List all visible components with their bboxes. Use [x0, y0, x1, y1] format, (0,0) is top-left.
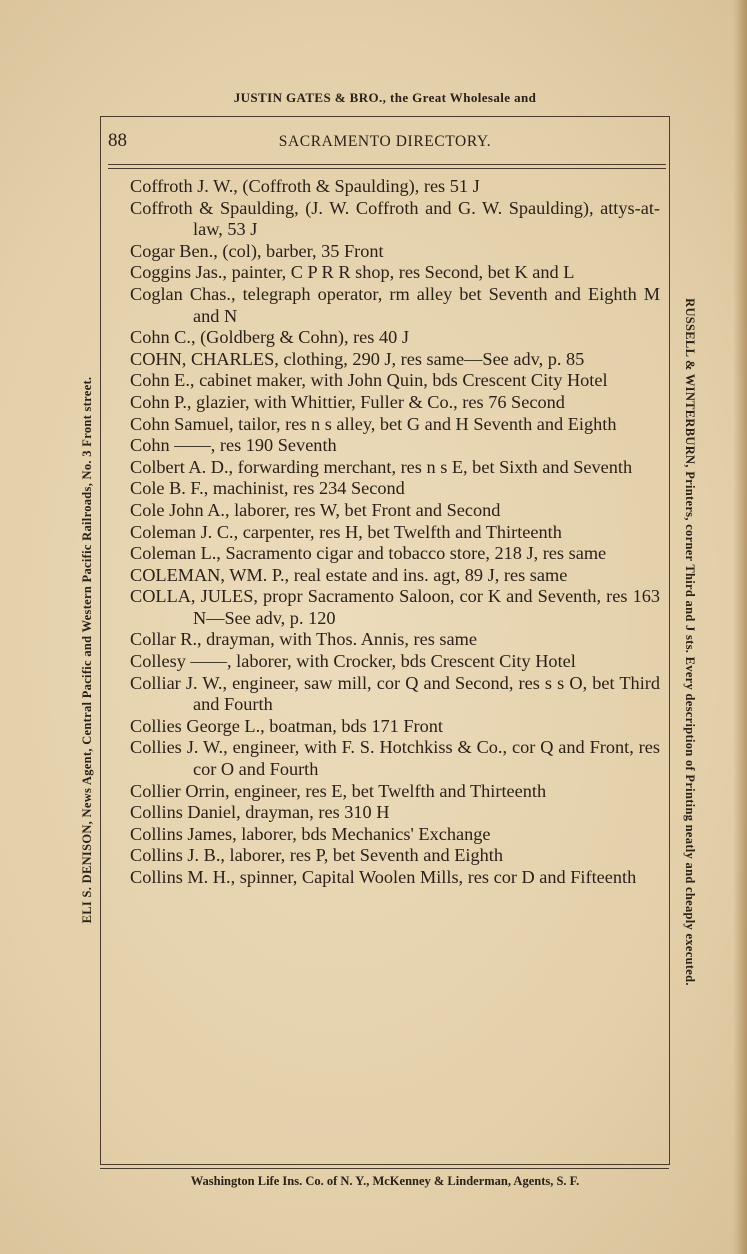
directory-entry: Collies George L., boatman, bds 171 Front	[130, 715, 443, 736]
page-edge-shadow	[733, 0, 747, 1254]
directory-entry: Cohn E., cabinet maker, with John Quin, bds Crescent City Hotel	[130, 370, 608, 391]
directory-entry: Cohn Samuel, tailor, res n s alley, bet G and H Seventh and Eighth	[130, 413, 617, 434]
directory-entry: COLLA, JULES, propr Sacramento Saloon, cor K and Seventh, res 163 N—See adv, p. 120	[130, 586, 660, 628]
directory-entry: COHN, CHARLES, clothing, 290 J, res same—See adv, p. 85	[130, 348, 585, 369]
footer-advertisement: Washington Life Ins. Co. of N. Y., McKenney & Linderman, Agents, S. F.	[190, 1174, 580, 1188]
page-number: 88	[108, 130, 127, 151]
directory-entry: Collins M. H., spinner, Capital Woolen Mills, res cor D and Fifteenth	[130, 867, 637, 887]
directory-entry: Cole B. F., machinist, res 234 Second	[130, 478, 405, 499]
left-margin-advertisement: ELI S. DENISON, News Agent, Central Pacific and Western Pacific Railroads, No. 3 Front street.	[80, 376, 94, 924]
directory-entry: Cohn C., (Goldberg & Cohn), res 40 J	[130, 327, 409, 348]
directory-entry: Collier Orrin, engineer, res E, bet Twelfth and Thirteenth	[130, 780, 547, 801]
directory-entry: Collies J. W., engineer, with F. S. Hotchkiss & Co., cor Q and Front, res cor O and Fourth	[130, 737, 660, 780]
directory-entry: Collesy ——, laborer, with Crocker, bds Crescent City Hotel	[130, 651, 576, 672]
directory-entry: Colbert A. D., forwarding merchant, res n s E, bet Sixth and Seventh	[130, 456, 633, 477]
directory-entry: Coleman J. C., carpenter, res H, bet Twelfth and Thirteenth	[130, 521, 562, 542]
directory-entry: Coglan Chas., telegraph operator, rm alley bet Seventh and Eighth M and N	[130, 283, 660, 326]
directory-entry: Cohn ——, res 190 Seventh	[130, 435, 337, 456]
header-double-rule	[108, 164, 666, 169]
directory-entries	[130, 176, 660, 889]
page-title: SACRAMENTO DIRECTORY.	[278, 133, 492, 150]
page-frame-bottom-rule	[100, 1164, 669, 1169]
header-advertisement: JUSTIN GATES & BRO., the Great Wholesale and	[233, 90, 537, 105]
directory-entry: Cole John A., laborer, res W, bet Front and Second	[130, 499, 501, 520]
directory-entry: Coleman L., Sacramento cigar and tobacco store, 218 J, res same	[130, 543, 607, 564]
directory-entry: Collins J. B., laborer, res P, bet Seventh and Eighth	[130, 845, 503, 866]
right-margin-advertisement: RUSSELL & WINTERBURN, Printers, corner Third and J sts. Every description of Printing neatly and cheaply executed.	[683, 298, 697, 986]
directory-entry: Collins Daniel, drayman, res 310 H	[130, 802, 390, 823]
directory-entry: Coggins Jas., painter, C P R R shop, res Second, bet K and L	[130, 262, 575, 283]
directory-entry: Collar R., drayman, with Thos. Annis, res same	[130, 629, 477, 650]
directory-entry: Collins James, laborer, bds Mechanics' Exchange	[130, 823, 491, 844]
directory-entry: Cogar Ben., (col), barber, 35 Front	[130, 240, 384, 261]
directory-entry: COLEMAN, WM. P., real estate and ins. agt, 89 J, res same	[130, 564, 568, 585]
directory-entry: Cohn P., glazier, with Whittier, Fuller & Co., res 76 Second	[130, 391, 565, 412]
directory-entry: Coffroth J. W., (Coffroth & Spaulding), res 51 J	[130, 176, 480, 196]
directory-entry: Colliar J. W., engineer, saw mill, cor Q and Second, res s s O, bet Third and Fourth	[130, 672, 660, 715]
directory-entry: Coffroth & Spaulding, (J. W. Coffroth and G. W. Spaulding), attys-at-law, 53 J	[130, 197, 660, 240]
